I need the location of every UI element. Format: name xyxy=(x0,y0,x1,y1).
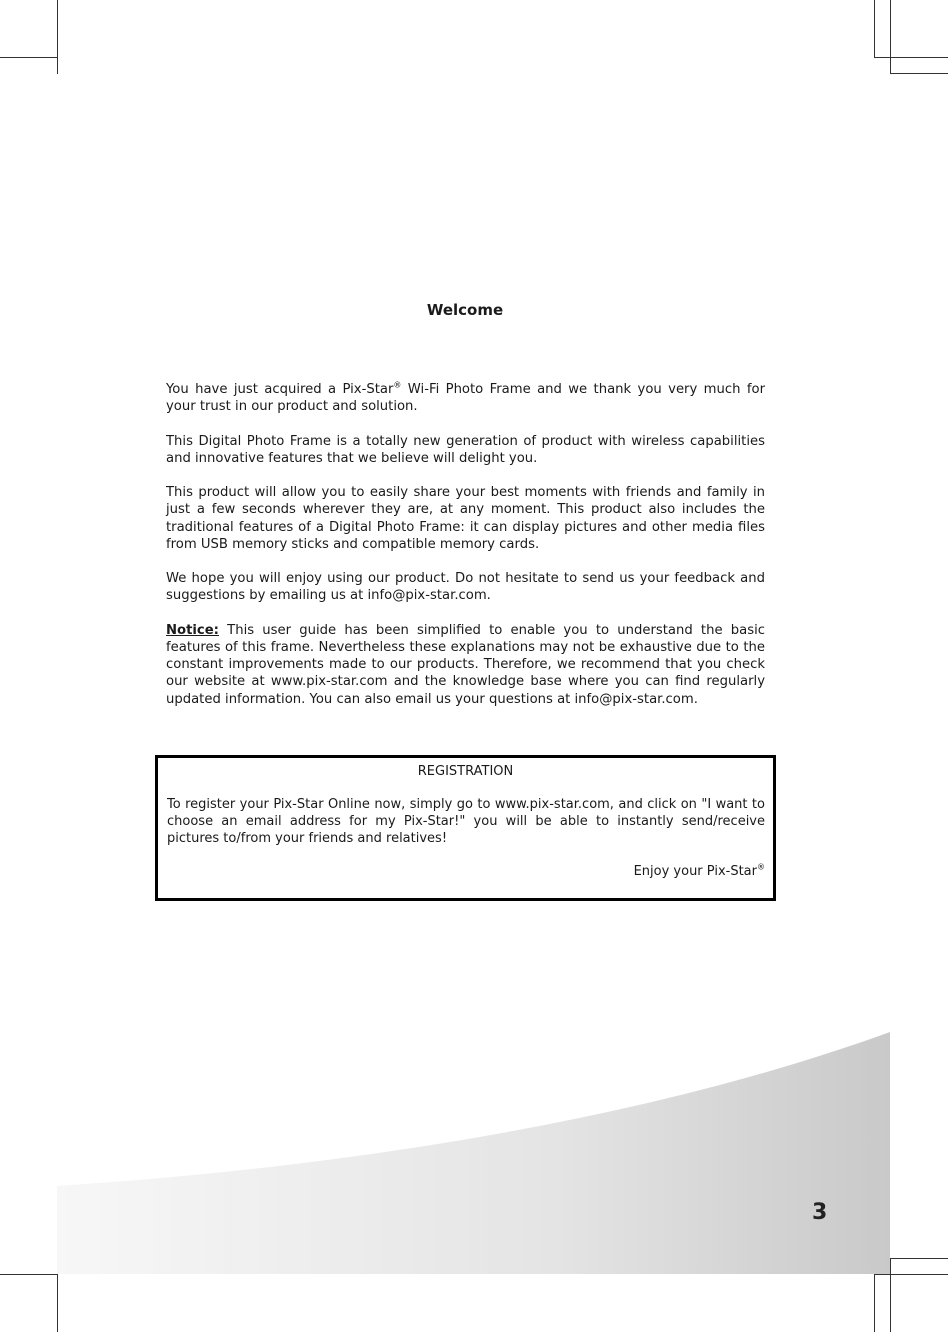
crop-mark-top-left-horizontal xyxy=(0,57,57,58)
signoff-text: Enjoy your Pix-Star xyxy=(633,864,757,879)
crop-mark-top-right-horizontal-2 xyxy=(890,73,948,74)
crop-mark-top-right-vertical xyxy=(874,0,875,58)
crop-mark-top-left-vertical xyxy=(57,0,58,74)
registration-body: To register your Pix-Star Online now, simply go to www.pix-star.com, and click on "I want to choose an email address for my Pix-Star!" you will be able to instantly send/receive pictures to/from your friends and relatives! xyxy=(167,797,765,847)
intro-paragraph-3: This product will allow you to easily share your best moments with friends and family in just a few seconds wherever they are, at any moment. This product also includes the traditional features of a Digital Photo Frame: it can display pictures and other media files from USB memory sticks and compatible memory cards. xyxy=(166,485,765,552)
intro-paragraph-2: This Digital Photo Frame is a totally new generation of product with wireless capabilities and innovative features that we believe will delight you. xyxy=(166,433,765,466)
notice-label: Notice: xyxy=(166,622,219,638)
registration-title: REGISTRATION xyxy=(417,764,514,779)
intro-paragraph-1 xyxy=(166,381,765,415)
registered-mark: ® xyxy=(393,380,402,390)
page-title: Welcome xyxy=(426,301,504,319)
swoosh-shape xyxy=(57,1032,890,1274)
registered-mark-small: ® xyxy=(757,862,765,872)
notice-text: This user guide has been simplified to enable you to understand the basic features of this frame. Nevertheless these explanations may not be exhaustive due to the constant improvements made to our products. Therefore, we recommend that you check our website at www.pix-star.com and the knowledge base where you can find regularly updated information. You can also email us your questions at info@pix-star.com. xyxy=(166,622,765,707)
intro-p1-end: Wi-Fi Photo Frame and we thank you very much for your trust in our product and solution. xyxy=(166,382,765,415)
registration-box xyxy=(155,755,776,901)
intro-p1-start: You have just acquired a Pix-Star xyxy=(166,382,394,397)
notice-paragraph xyxy=(166,622,765,708)
decorative-swoosh xyxy=(0,1020,948,1290)
crop-mark-top-right-horizontal xyxy=(874,57,948,58)
registration-signoff xyxy=(634,864,765,879)
intro-section xyxy=(166,381,765,725)
page-number: 3 xyxy=(812,1200,828,1225)
crop-mark-top-right-vertical-2 xyxy=(890,0,891,74)
intro-paragraph-4: We hope you will enjoy using our product. Do not hesitate to send us your feedback and suggestions by emailing us at info@pix-star.com. xyxy=(166,571,765,604)
